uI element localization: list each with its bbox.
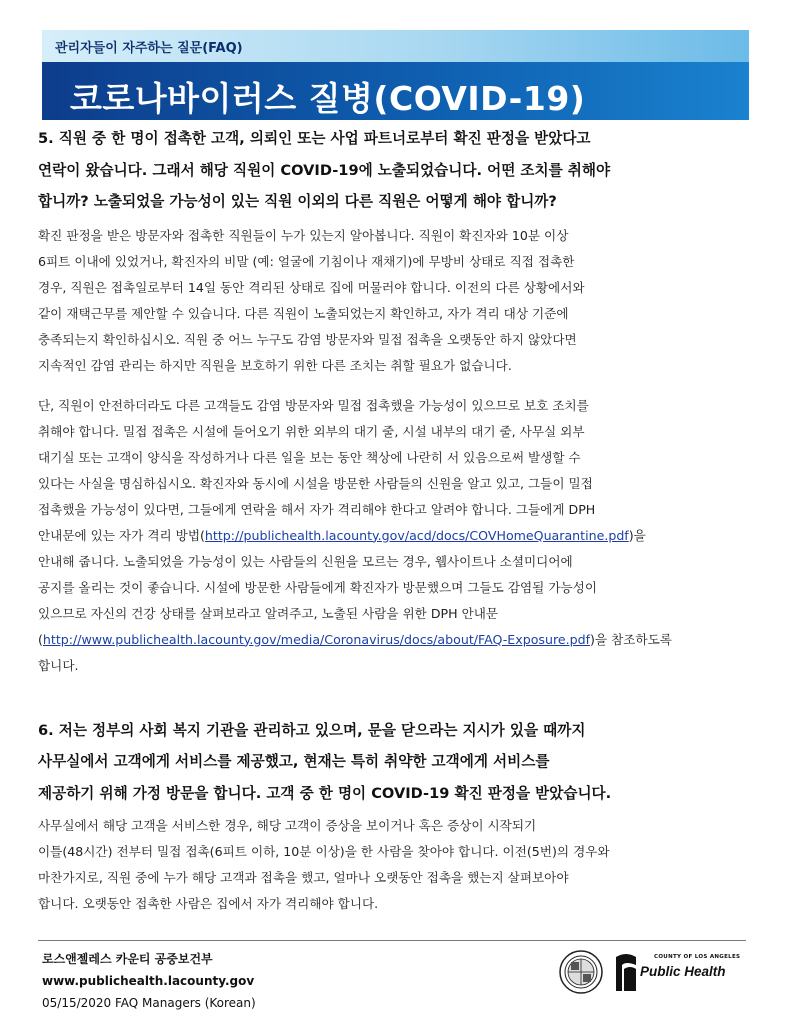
header-banner xyxy=(42,30,749,120)
quarantine-link[interactable]: http://publichealth.lacounty.gov/acd/docs/COVHomeQuarantine.pdf xyxy=(204,527,629,543)
question-6: 6. 저는 정부의 사회 복지 기관을 관리하고 있으며, 문을 닫으라는 지시가 있을 때까지 사무실에서 고객에게 서비스를 제공했고, 현재는 특히 취약한 고객에게 서비스를 제공하기 위해 가정 방문을 합니다. 고객 중 한 명이 COVID-19 확진 판정을 받았습니다. xyxy=(38,721,612,802)
header-top-strip xyxy=(42,30,749,62)
answer-5-paragraph-1: 확진 판정을 받은 방문자와 접촉한 직원들이 누가 있는지 알아봅니다. 직원이 확진자와 10분 이상 6피트 이내에 있었거나, 확진자의 비말 (예: 얼굴에 기침이나 재채기)에 무방비 상태로 직접 접촉한 경우, 직원은 접촉일로부터 14일 동안 격리된 상태로 집에 머물러야 합니다. 이전의 다른 상황에서와 같이 재택근무를 제안할 수 있습니다. 다른 직원이 노출되었는지 확인하고, 자가 격리 대상 기준에 충족되는지 확인하십시오. 직원 중 어느 누구도 감염 방문자와 밀접 접촉을 오랫동안 하지 않았다면 지속적인 감염 관리는 하지만 직원을 보호하기 위한 다른 조치는 취할 필요가 없습니다. xyxy=(38,227,585,373)
public-health-logo-icon xyxy=(612,951,741,993)
logo-county-text: COUNTY OF LOS ANGELES xyxy=(654,954,741,960)
logo-mark-icon xyxy=(612,951,640,993)
question-5: 5. 직원 중 한 명이 접촉한 고객, 의뢰인 또는 사업 파트너로부터 확진 판정을 받았다고 연락이 왔습니다. 그래서 해당 직원이 COVID-19에 노출되었습니다. 어떤 조치를 취해야 합니까? 노출되었을 가능성이 있는 직원 이외의 다른 직원은 어떻게 해야 합니까? xyxy=(38,130,611,210)
footer xyxy=(42,948,256,1014)
header-subtitle: 관리자들이 자주하는 질문(FAQ) xyxy=(55,41,243,56)
answer-6-paragraph: 사무실에서 해당 고객을 서비스한 경우, 해당 고객이 증상을 보이거나 혹은 증상이 시작되기 이틀(48시간) 전부터 밀접 접촉(6피트 이하, 10분 이상)을 한 사람을 찾아야 합니다. 이전(5번)의 경우와 마찬가지로, 직원 중에 누가 해당 고객과 접촉을 했고, 얼마나 오랫동안 접촉을 했는지 살펴보아야 합니다. 오랫동안 접촉한 사람은 집에서 자가 격리해야 합니다. xyxy=(38,818,610,911)
page-title: 코로나바이러스 질병(COVID-19) xyxy=(70,79,586,118)
main-content xyxy=(38,123,753,917)
footer-divider xyxy=(38,940,746,941)
answer-5-paragraph-2 xyxy=(38,393,753,679)
answer-5-paragraph-2-part-a: 단, 직원이 안전하더라도 다른 고객들도 감염 방문자와 밀접 접촉했을 가능성이 있으므로 보호 조치를 취해야 합니다. 밀접 접촉은 시설에 들어오기 위한 외부의 대기 줄, 시설 내부의 대기 줄, 사무실 외부 대기실 또는 고객이 양식을 작성하거나 다른 일을 보는 동안 책상에 나란히 서 있음으로써 발생할 수 있다는 사실을 명심하십시오. 확진자와 동시에 시설을 방문한 사람들의 신원을 알고 있고, 그들이 밀접 접촉했을 가능성이 있다면, 그들에게 연락을 해서 자가 격리해야 한다고 알려야 합니다. 그들에게 DPH 안내문에 있는 자가 격리 방법( xyxy=(38,397,596,543)
footer-department: 로스앤젤레스 카운티 공중보건부 xyxy=(42,952,213,966)
footer-doc-id: 05/15/2020 FAQ Managers (Korean) xyxy=(42,996,256,1010)
footer-website[interactable]: www.publichealth.lacounty.gov xyxy=(42,974,255,988)
logo-name-text: Public Health xyxy=(640,964,726,979)
county-seal-icon xyxy=(559,950,603,994)
answer-5-paragraph-2-part-c: )을 참조하도록 합니다. xyxy=(38,631,672,673)
answer-5-paragraph-2-part-b: )을 안내해 줍니다. 노출되었을 가능성이 있는 사람들의 신원을 모르는 경우, 웹사이트나 소셜미디어에 공지를 올리는 것이 좋습니다. 시설에 방문한 사람들에게 확진자가 방문했으며 그들도 감염될 가능성이 있으므로 자신의 건강 상태를 살펴보라고 알려주고, 노출된 사람을 위한 DPH 안내문 ( xyxy=(38,527,646,647)
exposure-faq-link[interactable]: http://www.publichealth.lacounty.gov/media/Coronavirus/docs/about/FAQ-Exposure.pdf xyxy=(42,631,591,647)
